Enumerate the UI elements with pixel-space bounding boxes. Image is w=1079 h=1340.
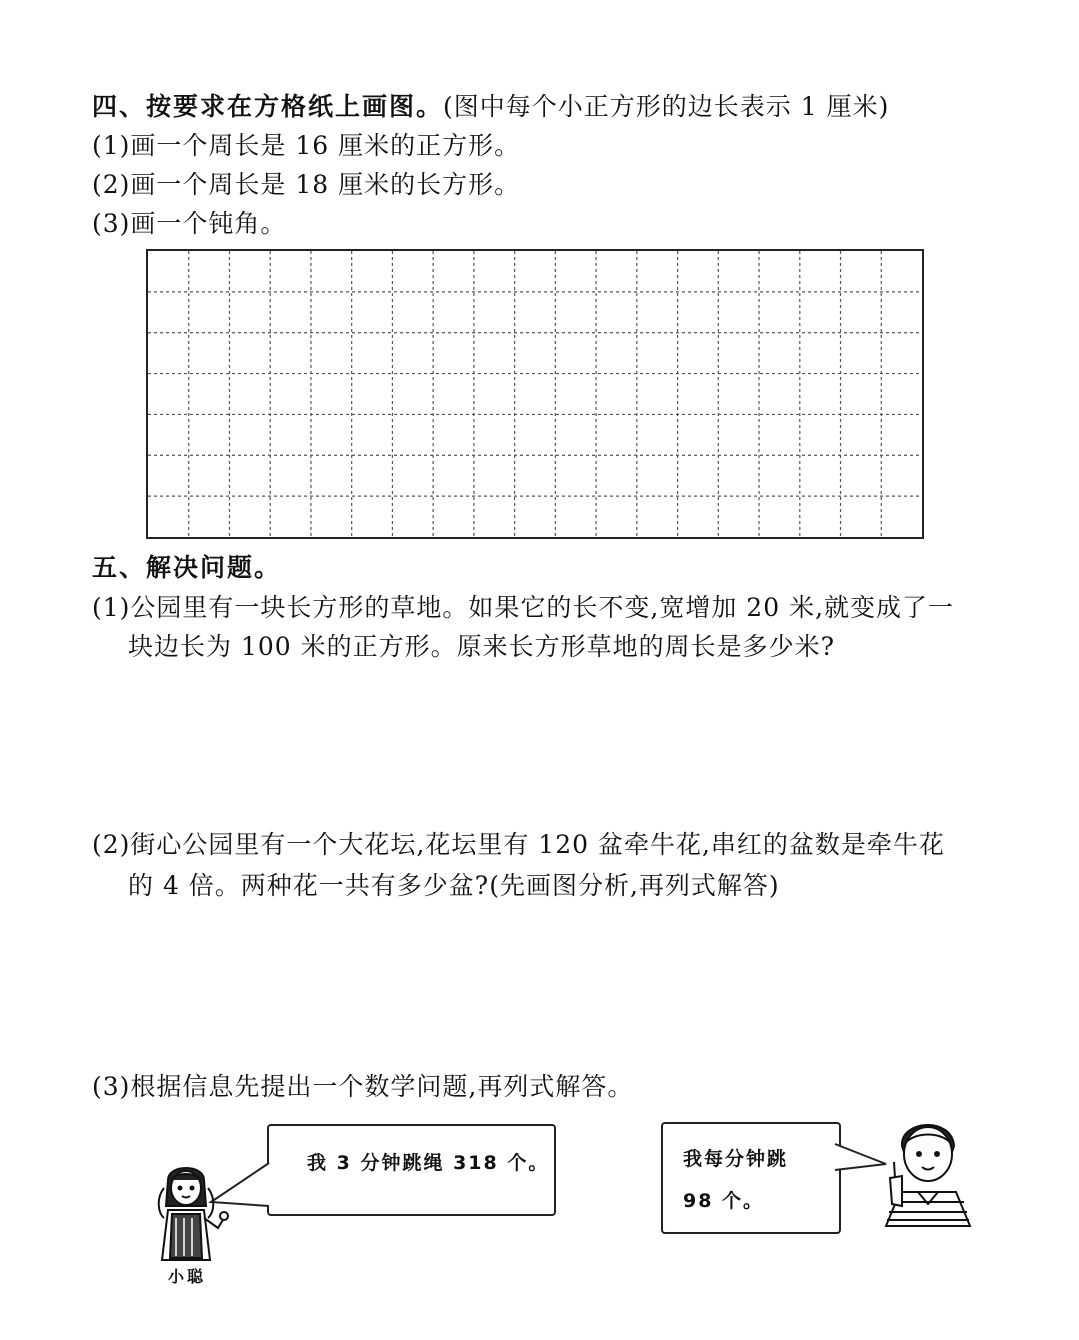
girl-figure-icon [138,1158,238,1264]
boy-speech-line2: 98 个。 [683,1190,765,1212]
girl-name: 小聪 [168,1267,207,1286]
section4-item-3: (3)画一个钝角。 [92,209,287,238]
boy-speech-line1: 我每分钟跳 [683,1148,789,1170]
q1-line2: 块边长为 100 米的正方形。原来长方形草地的周长是多少米? [128,632,836,661]
girl-speech-text: 我 3 分钟跳绳 318 个。 [307,1152,550,1174]
girl-speech-bubble [267,1124,556,1216]
q2-line1: (2)街心公园里有一个大花坛,花坛里有 120 盆牵牛花,串红的盆数是牵牛花 [92,830,945,859]
section4-title: 四、按要求在方格纸上画图。 [92,92,444,121]
section4-item-2: (2)画一个周长是 18 厘米的长方形。 [92,170,521,199]
section4-note: (图中每个小正方形的边长表示 1 厘米) [443,92,890,121]
grid-paper[interactable] [146,249,924,539]
q2-line2: 的 4 倍。两种花一共有多少盆?(先画图分析,再列式解答) [128,871,780,900]
section4-heading [92,92,889,122]
boy-speech-bubble [661,1122,841,1234]
section4-item-1: (1)画一个周长是 16 厘米的正方形。 [92,131,521,160]
grid-lines [148,251,922,537]
boy-figure-icon [878,1112,978,1228]
q3-line1: (3)根据信息先提出一个数学问题,再列式解答。 [92,1072,634,1101]
section5-title: 五、解决问题。 [92,553,282,582]
q1-line1: (1)公园里有一块长方形的草地。如果它的长不变,宽增加 20 米,就变成了一 [92,593,955,622]
